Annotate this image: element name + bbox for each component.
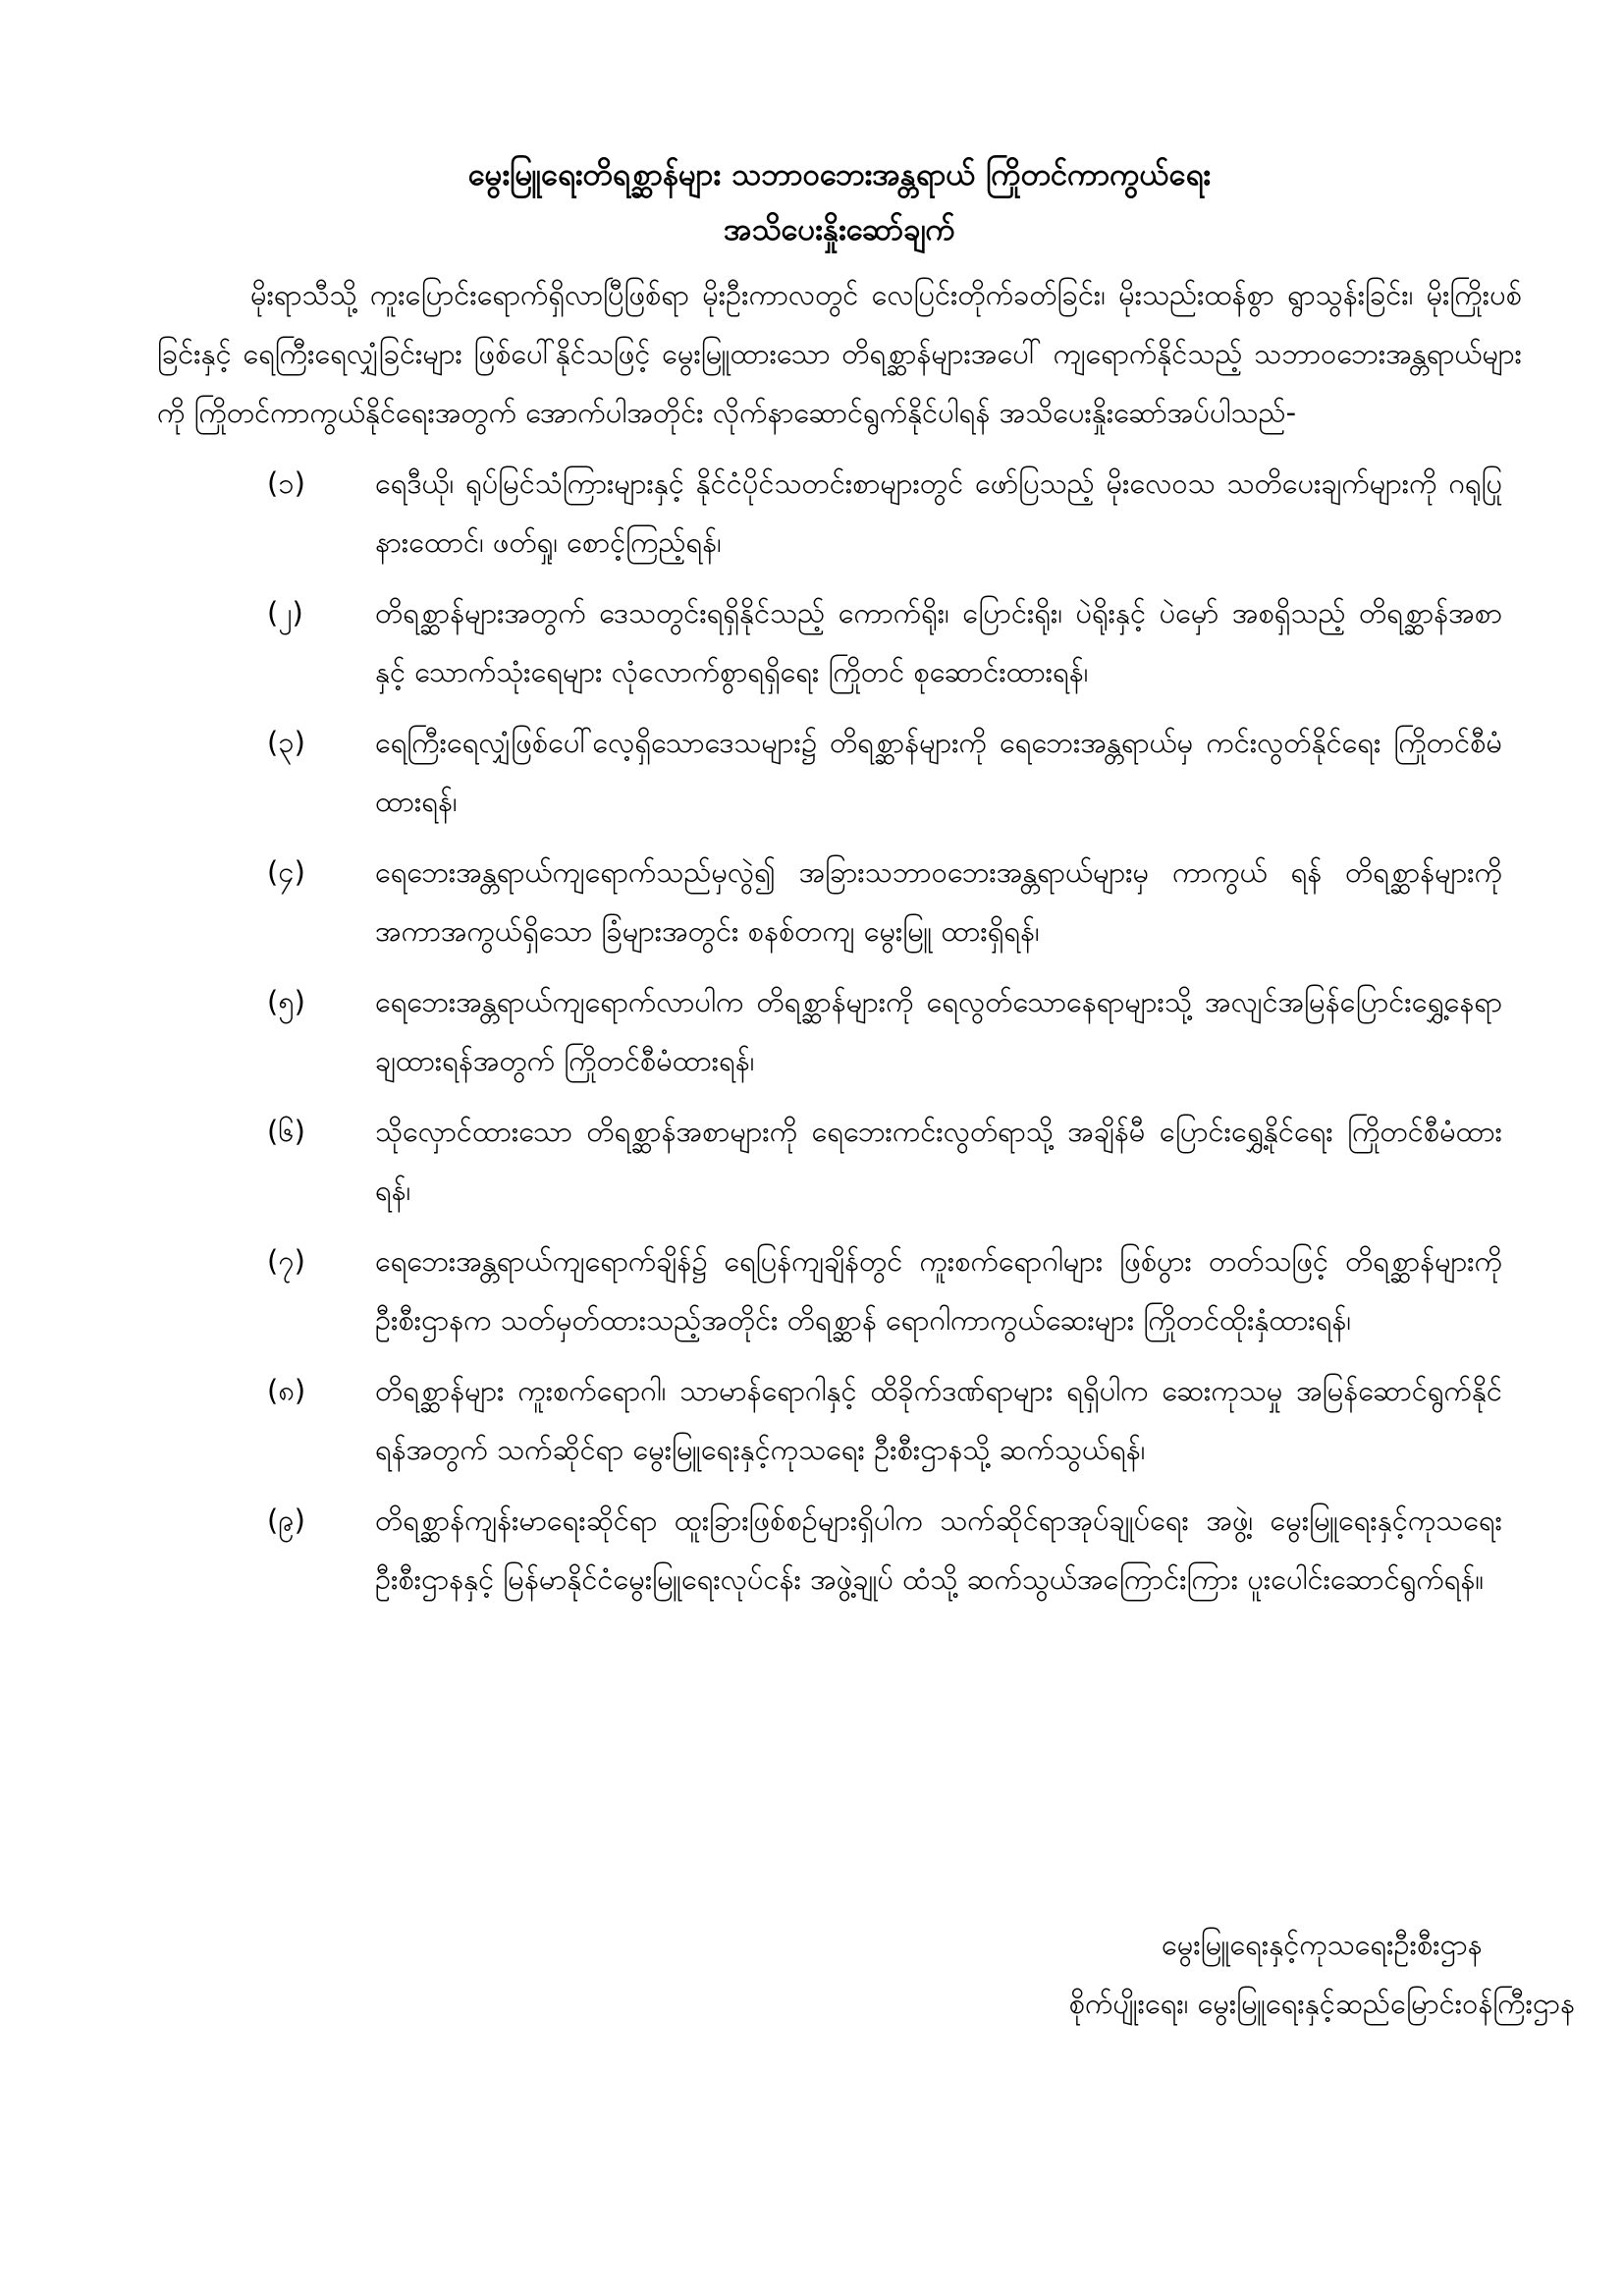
- item-number: (၃): [267, 726, 305, 759]
- item-number: (၉): [267, 1503, 305, 1537]
- list-item: [157, 972, 1522, 1090]
- list-item: [157, 1102, 1522, 1220]
- item-text: ရေဘေးအန္တရာယ်ကျရောက်သည်မှလွဲ၍ အခြားသဘာဝဘေးအန္တရာယ်များမှ ကာကွယ် ရန် တိရစ္ဆာန်များကို အကာအကွယ်ရှိသော ခြံများအတွင်း စနစ်တကျ မွေးမြူ ထားရှိရန်၊: [375, 855, 1502, 948]
- list-item: [157, 454, 1522, 572]
- item-text: တိရစ္ဆာန်ကျန်းမာရေးဆိုင်ရာ ထူးခြားဖြစ်စဉ်များရှိပါက သက်ဆိုင်ရာအုပ်ချုပ်ရေး အဖွဲ့၊ မွေးမြူရေးနှင့်ကုသရေးဦးစီးဌာနနှင့် မြန်မာနိုင်ငံမွေးမြူရေးလုပ်ငန်း အဖွဲ့ချုပ် ထံသို့ ဆက်သွယ်အကြောင်းကြား ပူးပေါင်းဆောင်ရွက်ရန်။: [375, 1503, 1502, 1596]
- item-text: တိရစ္ဆာန်များအတွက် ဒေသတွင်းရရှိနိုင်သည့် ကောက်ရိုး၊ ပြောင်းရိုး၊ ပဲရိုးနှင့် ပဲမှော် အစရှိသည့် တိရစ္ဆာန်အစာနှင့် သောက်သုံးရေများ လုံလောက်စွာရရှိရေး ကြိုတင် စုဆောင်းထားရန်၊: [375, 596, 1502, 688]
- item-text: ရေဘေးအန္တရာယ်ကျရောက်လာပါက တိရစ္ဆာန်များကို ရေလွတ်သောနေရာများသို့ အလျင်အမြန်ပြောင်းရွှေ့နေရာချထားရန်အတွက် ကြိုတင်စီမံထားရန်၊: [375, 985, 1502, 1077]
- item-text: သိုလှောင်ထားသော တိရစ္ဆာန်အစာများကို ရေဘေးကင်းလွတ်ရာသို့ အချိန်မီ ပြောင်းရွှေ့နိုင်ရေး ကြိုတင်စီမံထားရန်၊: [375, 1115, 1502, 1207]
- list-item: [157, 1491, 1522, 1609]
- list-item: [157, 1361, 1522, 1479]
- item-text: ရေဘေးအန္တရာယ်ကျရောက်ချိန်၌ ရေပြန်ကျချိန်တွင် ကူးစက်ရောဂါများ ဖြစ်ပွား တတ်သဖြင့် တိရစ္ဆာန်များကို ဦးစီးဌာနက သတ်မှတ်ထားသည့်အတိုင်း တိရစ္ဆာန် ရောဂါကာကွယ်ဆေးများ ကြိုတင်ထိုးနှံထားရန်၊: [375, 1244, 1502, 1337]
- list-item: [157, 843, 1522, 960]
- item-text: ရေဒီယို၊ ရုပ်မြင်သံကြားများနှင့် နိုင်ငံပိုင်သတင်းစာများတွင် ဖော်ပြသည့် မိုးလေဝသ သတိပေးချက်များကို ဂရုပြုနားထောင်၊ ဖတ်ရှု၊ စောင့်ကြည့်ရန်၊: [375, 466, 1502, 559]
- item-number: (၆): [267, 1115, 305, 1148]
- item-number: (၅): [267, 985, 305, 1018]
- list-item: [157, 1231, 1522, 1349]
- list-item: [157, 583, 1522, 701]
- signature-block: [1069, 1915, 1575, 2033]
- item-text: ရေကြီးရေလျှံဖြစ်ပေါ်လေ့ရှိသောဒေသများ၌ တိရစ္ဆာန်များကို ရေဘေးအန္တရာယ်မှ ကင်းလွတ်နိုင်ရေး ကြိုတင်စီမံထားရန်၊: [375, 726, 1502, 818]
- list-item: [157, 713, 1522, 831]
- item-number: (၁): [267, 466, 305, 500]
- signature-ministry: စိုက်ပျိုးရေး၊ မွေးမြူရေးနှင့်ဆည်မြောင်းဝန်ကြီးဌာန: [1068, 1987, 1575, 2020]
- item-number: (၈): [267, 1374, 306, 1407]
- title-line-1: မွေးမြူရေးတိရစ္ဆာန်များ သဘာဝဘေးအန္တရာယ် ကြိုတင်ကာကွယ်ရေး: [467, 157, 1212, 192]
- intro-paragraph: မိုးရာသီသို့ ကူးပြောင်းရောက်ရှိလာပြီဖြစ်ရာ မိုးဦးကာလတွင် လေပြင်းတိုက်ခတ်ခြင်း၊ မိုးသည်းထန်စွာ ရွာသွန်းခြင်း၊ မိုးကြိုးပစ်ခြင်းနှင့် ရေကြီးရေလျှံခြင်းများ ဖြစ်ပေါ်နိုင်သဖြင့် မွေးမြူထားသော တိရစ္ဆာန်များအပေါ် ကျရောက်နိုင်သည့် သဘာဝဘေးအန္တရာယ်များကို ကြိုတင်ကာကွယ်နိုင်ရေးအတွက် အောက်ပါအတိုင်း လိုက်နာဆောင်ရွက်နိုင်ပါရန် အသိပေးနှိုးဆော်အပ်ပါသည်-: [157, 278, 1522, 429]
- instruction-list: [157, 454, 1522, 1609]
- title-line-2: အသိပေးနှိုးဆော်ချက်: [724, 212, 955, 247]
- document-title: [157, 147, 1522, 257]
- item-text: တိရစ္ဆာန်များ ကူးစက်ရောဂါ၊ သာမာန်ရောဂါနှင့် ထိခိုက်ဒဏ်ရာများ ရရှိပါက ဆေးကုသမှု အမြန်ဆောင်ရွက်နိုင်ရန်အတွက် သက်ဆိုင်ရာ မွေးမြူရေးနှင့်ကုသရေး ဦးစီးဌာနသို့ ဆက်သွယ်ရန်၊: [375, 1374, 1502, 1466]
- item-number: (၄): [267, 855, 305, 889]
- signature-department: မွေးမြူရေးနှင့်ကုသရေးဦးစီးဌာန: [1162, 1928, 1483, 1961]
- item-number: (၂): [267, 596, 303, 629]
- item-number: (၇): [267, 1244, 305, 1278]
